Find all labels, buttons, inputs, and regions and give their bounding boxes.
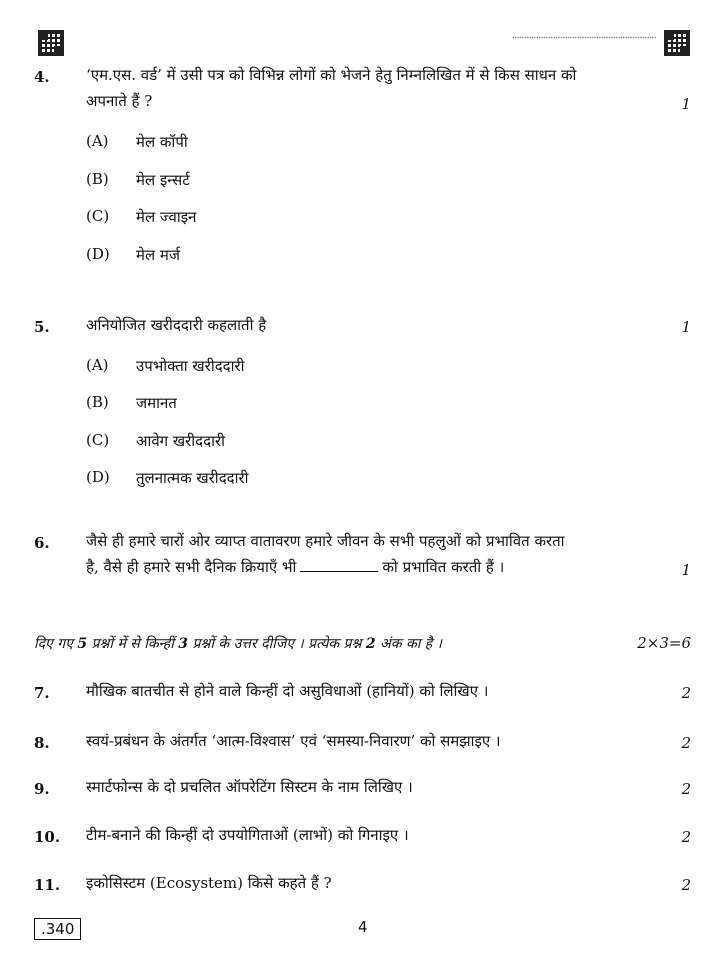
option-letter: (B) [86,393,109,411]
option-letter: (A) [86,132,109,150]
question-text-line: अपनाते हैं ? [86,92,153,110]
marks: 1 [681,318,691,336]
marks: 2 [681,876,691,894]
section-instruction: दिए गए 5 प्रश्नों में से किन्हीं 3 प्रश्नों के उत्तर दीजिए । प्रत्येक प्रश्न 2 अंक का है । [34,636,442,652]
question-text-part: है, वैसे ही हमारे सभी दैनिक क्रियाएँ भी [86,558,297,576]
question-text-line: ‘एम.एस. वर्ड’ में उसी पत्र को विभिन्न लोगों को भेजने हेतु निम्नलिखित में से किस साधन को [86,66,577,84]
qr-code-right-icon [664,30,690,56]
marks: 1 [681,95,691,113]
question-text: इकोसिस्टम (Ecosystem) किसे कहते हैं ? [86,874,332,892]
option-text: आवेग खरीददारी [136,432,226,450]
option-text: मेल कॉपी [136,133,188,151]
question-text-line: जैसे ही हमारे चारों ओर व्याप्त वातावरण हमारे जीवन के सभी पहलुओं को प्रभावित करता [86,532,565,550]
question-text: टीम-बनाने की किन्हीं दो उपयोगिताओं (लाभों) को गिनाइए । [86,826,409,844]
option-text: मेल ज्वाइन [136,208,197,226]
question-number: 4. [34,68,50,86]
question-number: 5. [34,318,50,336]
option-text: मेल इन्सर्ट [136,171,190,189]
barcode-text: ************************************************************ [512,36,657,41]
question-text: स्मार्टफोन्स के दो प्रचलित ऑपरेटिंग सिस्टम के नाम लिखिए । [86,778,413,796]
question-text: मौखिक बातचीत से होने वाले किन्हीं दो असुविधाओं (हानियों) को लिखिए । [86,682,489,700]
question-text [86,62,656,114]
option-text: तुलनात्मक खरीददारी [136,469,249,487]
marks: 2 [681,780,691,798]
question-number: 9. [34,780,50,798]
option-letter: (D) [86,245,110,263]
fill-in-blank [300,559,378,572]
option-letter: (C) [86,207,110,225]
option-text: जमानत [136,394,177,412]
question-number: 7. [34,684,50,702]
option-letter: (D) [86,468,110,486]
paper-code: .340 [34,918,81,940]
qr-code-left-icon [38,30,64,56]
option-letter: (B) [86,170,109,188]
question-number: 11. [34,876,61,894]
option-text: मेल मर्ज [136,246,181,264]
question-text: स्वयं-प्रबंधन के अंतर्गत ‘आत्म-विश्वास’ एवं ‘समस्या-निवारण’ को समझाइए । [86,732,501,750]
question-text-line [86,554,656,580]
question-text: अनियोजित खरीददारी कहलाती है [86,316,267,334]
marks: 2 [681,684,691,702]
marks: 1 [681,561,691,579]
option-text: उपभोक्ता खरीददारी [136,357,245,375]
question-number: 8. [34,734,50,752]
question-number: 10. [34,828,61,846]
page-number: 4 [358,918,368,936]
option-letter: (A) [86,356,109,374]
question-number: 6. [34,534,50,552]
question-text [86,528,656,580]
section-total-marks: 2×3=6 [637,634,691,652]
marks: 2 [681,828,691,846]
question-text-part: को प्रभावित करती हैं । [382,558,505,576]
option-letter: (C) [86,431,110,449]
marks: 2 [681,734,691,752]
